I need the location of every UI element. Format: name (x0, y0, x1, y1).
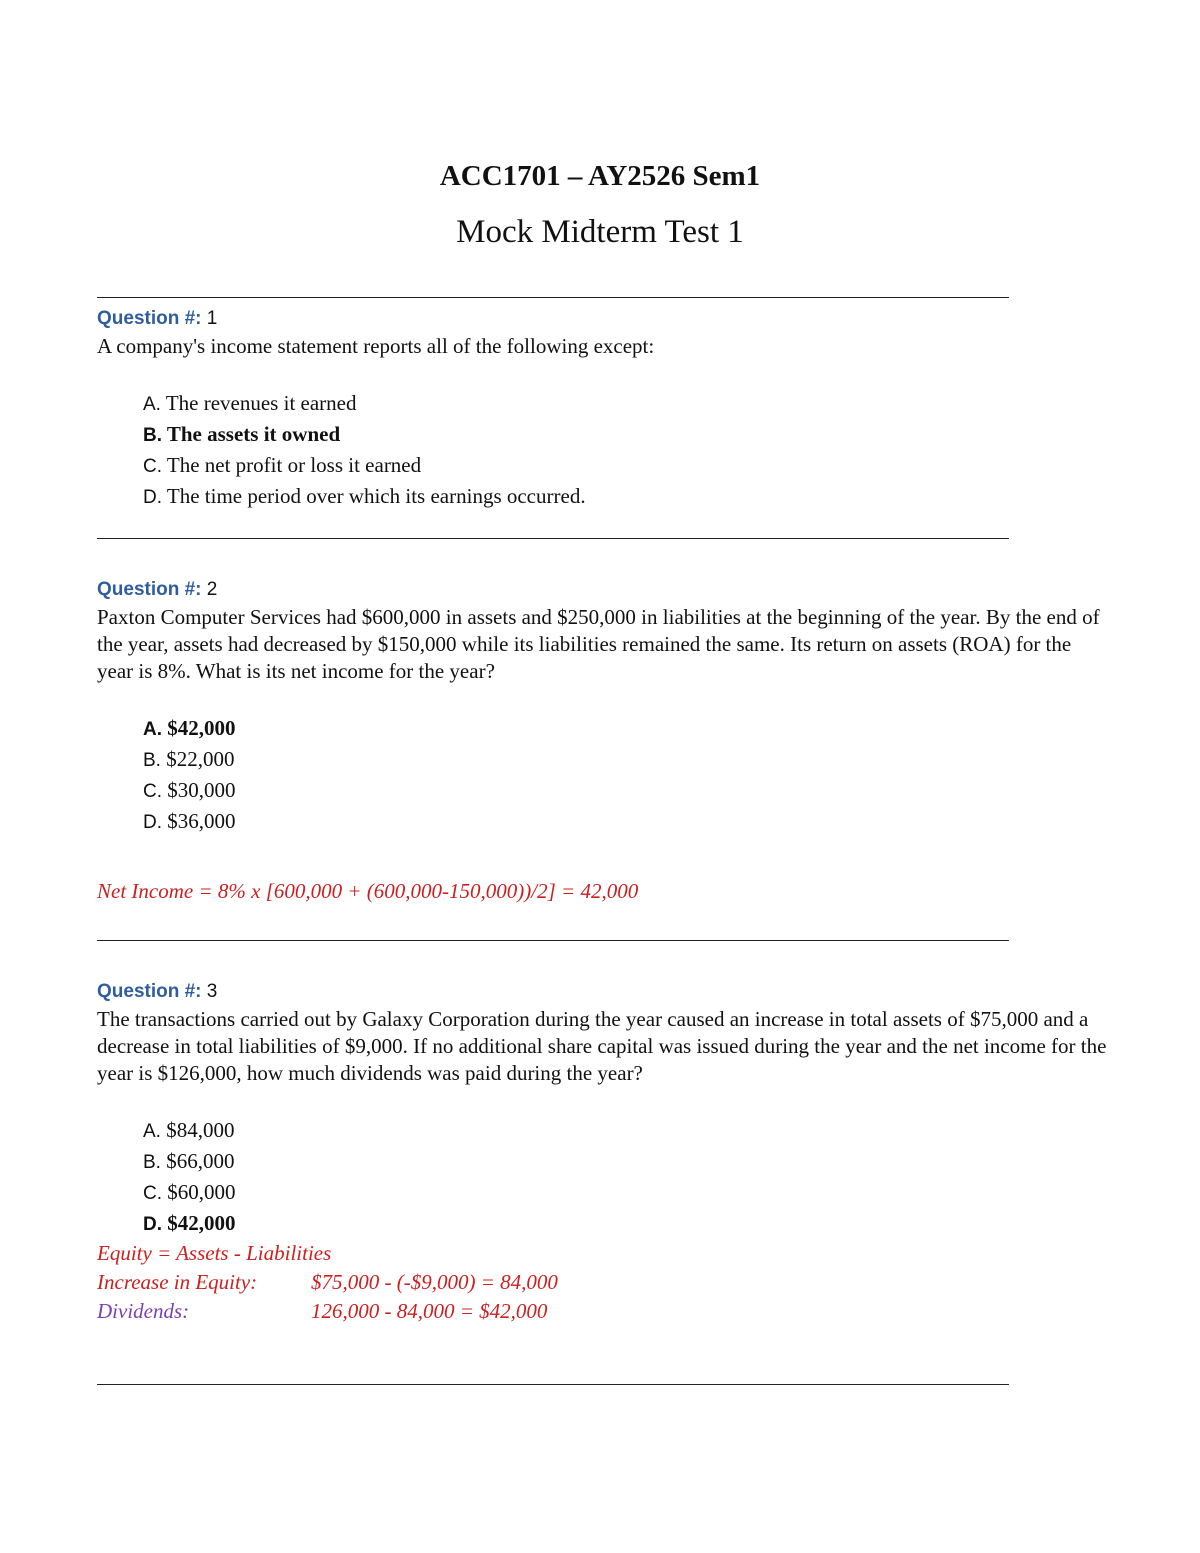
option-d (143, 481, 1107, 512)
option-letter: A. (143, 1121, 161, 1142)
option-letter: B. (143, 1152, 161, 1173)
option-c (143, 775, 1107, 806)
option-text: $30,000 (167, 778, 236, 802)
increase-in-equity-label: Increase in Equity: (97, 1270, 258, 1294)
option-letter: D. (143, 487, 162, 508)
option-text: The time period over which its earnings occurred. (166, 484, 586, 508)
question-header (97, 978, 1107, 1006)
divider (97, 940, 1009, 941)
option-letter: B. (143, 750, 161, 771)
option-text: $60,000 (167, 1180, 236, 1204)
question-header (97, 305, 1107, 333)
option-d (143, 806, 1107, 837)
option-text: $22,000 (166, 747, 235, 771)
answer-options (143, 713, 1107, 837)
dividends-value: 126,000 - 84,000 = $42,000 (311, 1299, 548, 1323)
equity-equation: Equity = Assets - Liabilities (97, 1241, 332, 1265)
option-a (143, 388, 1107, 419)
option-text: The revenues it earned (165, 391, 357, 415)
option-text: $42,000 (167, 716, 236, 740)
option-a (143, 1115, 1107, 1146)
course-title: ACC1701 – AY2526 Sem1 (439, 160, 761, 192)
question-1 (97, 305, 1107, 512)
divider (97, 538, 1009, 539)
option-letter: B. (143, 425, 162, 446)
increase-in-equity-row (97, 1268, 1107, 1297)
solution-working (97, 1239, 1107, 1326)
dividends-row (97, 1297, 1107, 1326)
option-c (143, 450, 1107, 481)
question-3 (97, 978, 1107, 1326)
option-letter: A. (143, 719, 162, 740)
increase-in-equity-value: $75,000 - (-$9,000) = 84,000 (311, 1270, 558, 1294)
answer-options (143, 388, 1107, 512)
solution-working: Net Income = 8% x [600,000 + (600,000-150,000))/2] = 42,000 (97, 879, 639, 903)
option-text: $84,000 (166, 1118, 235, 1142)
question-label: Question #: (97, 579, 202, 600)
option-c (143, 1177, 1107, 1208)
question-text: Paxton Computer Services had $600,000 in assets and $250,000 in liabilities at the beginning of the year. By the end of the year, assets had decreased by $150,000 while its liabilities remained the same. Its return on assets (ROA) for the year is 8%. What is its net income for the year? (97, 605, 1100, 683)
option-a-correct (143, 713, 1107, 744)
option-letter: D. (143, 812, 162, 833)
option-text: The assets it owned (166, 422, 341, 446)
answer-options (143, 1115, 1107, 1239)
option-b (143, 744, 1107, 775)
option-letter: C. (143, 456, 162, 477)
option-letter: A. (143, 394, 161, 415)
option-b (143, 1146, 1107, 1177)
option-text: $66,000 (166, 1149, 235, 1173)
question-number: 1 (206, 308, 218, 329)
option-letter: C. (143, 1183, 162, 1204)
dividends-label: Dividends: (97, 1299, 190, 1323)
option-letter: C. (143, 781, 162, 802)
question-text: The transactions carried out by Galaxy Corporation during the year caused an increase in total assets of $75,000 and a decrease in total liabilities of $9,000. If no additional share capital was issued during the year and the net income for the year is $126,000, how much dividends was paid during the year? (97, 1007, 1107, 1085)
question-header (97, 576, 1107, 604)
question-label: Question #: (97, 308, 202, 329)
question-label: Question #: (97, 981, 202, 1002)
option-b-correct (143, 419, 1107, 450)
option-text: $36,000 (167, 809, 236, 833)
question-number: 3 (206, 981, 218, 1002)
option-letter: D. (143, 1214, 162, 1235)
option-d-correct (143, 1208, 1107, 1239)
divider (97, 1384, 1009, 1385)
divider (97, 297, 1009, 298)
question-number: 2 (206, 579, 218, 600)
test-title: Mock Midterm Test 1 (456, 214, 744, 250)
question-2 (97, 576, 1107, 906)
option-text: $42,000 (167, 1211, 236, 1235)
option-text: The net profit or loss it earned (166, 453, 422, 477)
question-text: A company's income statement reports all of the following except: (97, 334, 655, 358)
